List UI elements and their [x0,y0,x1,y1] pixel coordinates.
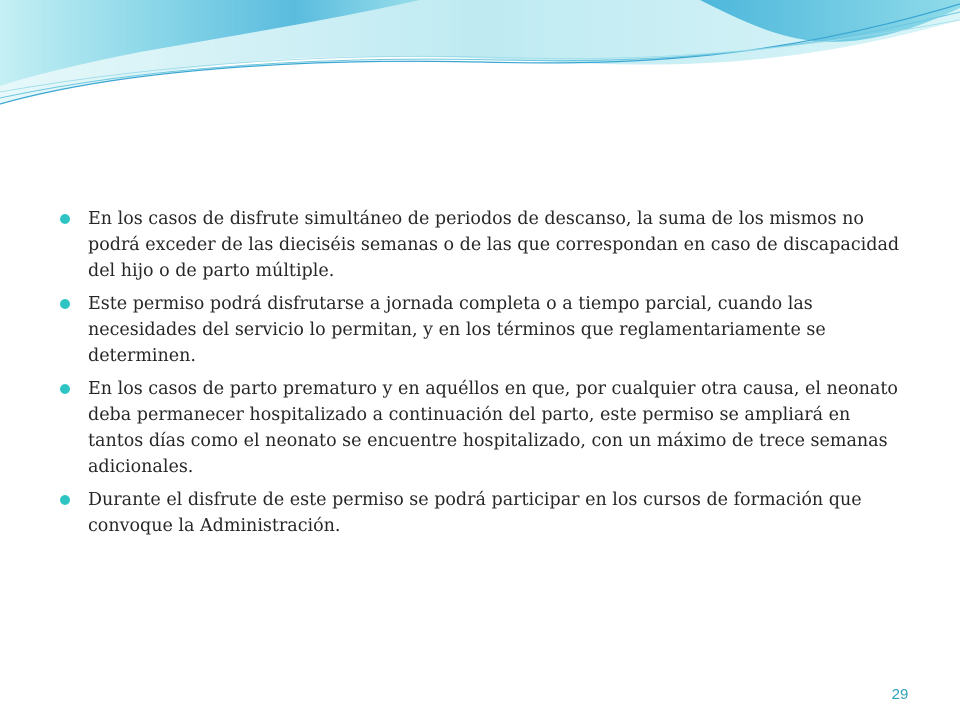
header-wave-decoration [0,0,960,140]
bullet-text: Durante el disfrute de este permiso se podrá participar en los cursos de formación que convoque la Administración. [88,490,862,536]
bullet-item [60,487,910,539]
bullet-text: En los casos de parto prematuro y en aquéllos en que, por cualquier otra causa, el neonato deba permanecer hospitalizado a continuación del parto, este permiso se ampliará en tantos días como el neonato se encuentre hospitalizado, con un máximo de trece semanas adicionales. [88,379,898,477]
bullet-dot-icon [60,299,70,309]
bullet-text: En los casos de disfrute simultáneo de periodos de descanso, la suma de los mismos no podrá exceder de las dieciséis semanas o de las que correspondan en caso de discapacidad del hijo o de parto múltiple. [88,209,900,281]
bullet-text: Este permiso podrá disfrutarse a jornada completa o a tiempo parcial, cuando las necesidades del servicio lo permitan, y en los términos que reglamentariamente se determinen. [88,294,826,366]
bullet-dot-icon [60,214,70,224]
bullet-dot-icon [60,384,70,394]
bullet-list [60,206,910,546]
bullet-item [60,291,910,369]
bullet-item [60,206,910,284]
bullet-item [60,376,910,480]
bullet-dot-icon [60,495,70,505]
page-number: 29 [891,686,909,703]
